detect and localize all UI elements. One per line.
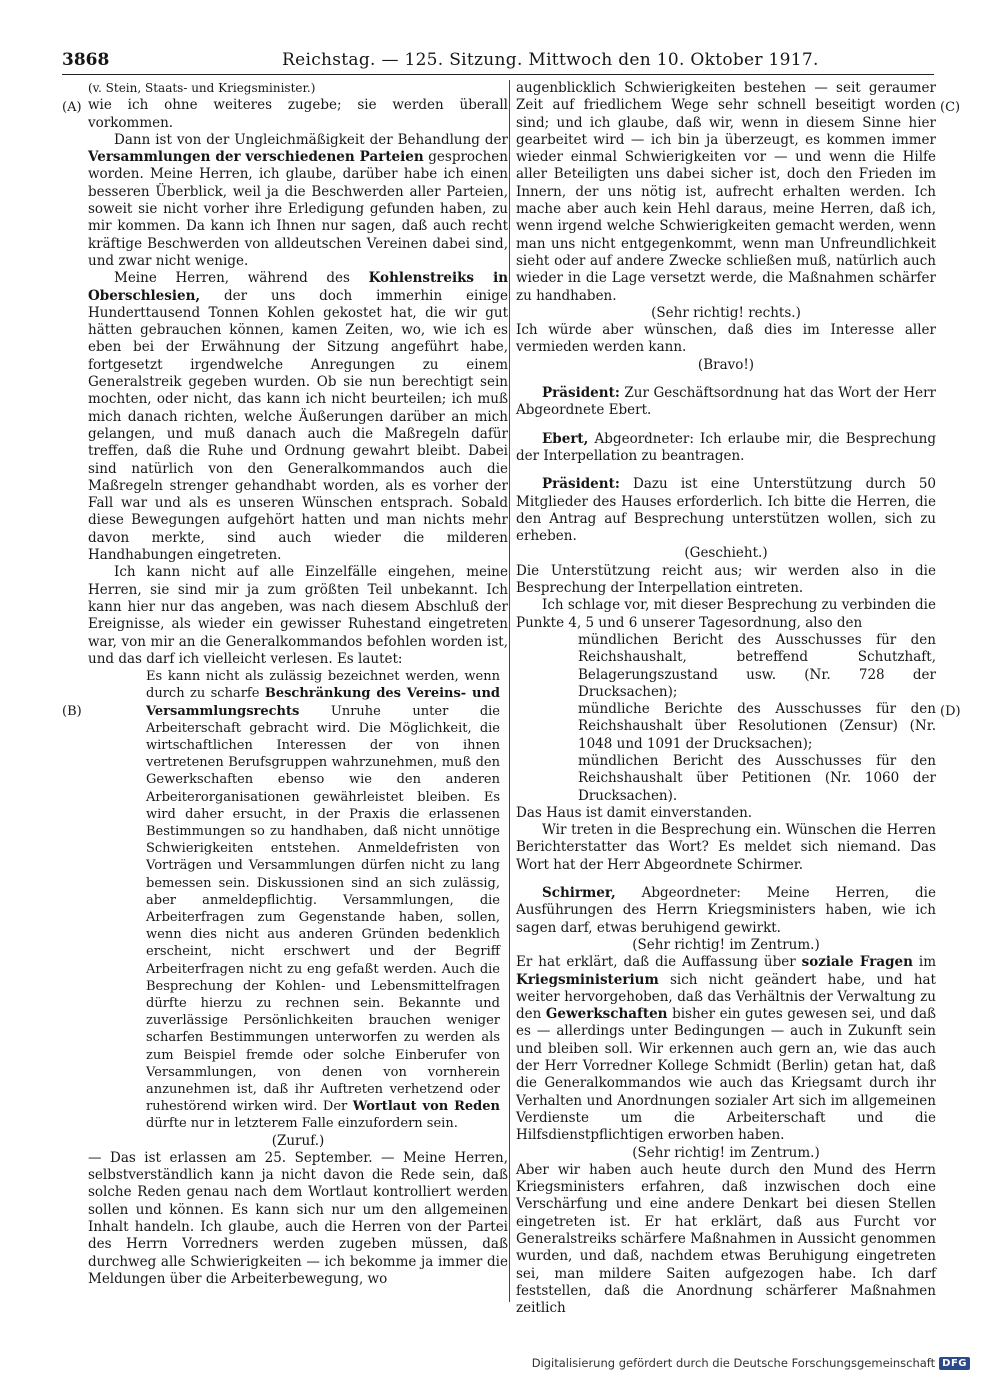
margin-letter-b: (B): [62, 704, 82, 719]
page-number: 3868: [62, 50, 110, 70]
interjection: (Bravo!): [697, 356, 755, 373]
agenda-item: mündlichen Bericht des Ausschusses für den Reichshaushalt über Petitionen (Nr. 1060 der Drucksachen).: [578, 752, 936, 804]
interjection: (Geschieht.): [684, 545, 768, 562]
margin-letter-d: (D): [940, 704, 961, 719]
paragraph: augenblicklich Schwierigkeiten bestehen — seit geraumer Zeit auf friedlichem Wege sehr schnell beseitigt worden sind; und ich glaube, daß wir, wenn in diesem Sinne hier gearbeitet wird — ich bin ja überzeugt, es kommen immer wieder einmal Schwierigkeiten vor — und wenn die Hilfe aller Beteiligten uns dabei sicher ist, doch den Frieden im Innern, der uns nötig ist, aufrecht erhalten werden. Ich mache aber auch kein Hehl daraus, meine Herren, daß ich, wenn irgend welche Schwierigkeiten gemacht werden, wenn man uns nicht entgegenkommt, wenn man Unfreundlichkeit sieht oder auf andere Zwecke schließen muß, natürlich auch wieder in die Lage versetzt werde, die Maßnahmen schärfer zu handhaben.: [516, 80, 936, 304]
paragraph: wie ich ohne weiteres zugebe; sie werden überall vorkommen.: [88, 97, 508, 131]
paragraph: — Das ist erlassen am 25. September. — Meine Herren, selbstverständlich kann ja nicht davon die Rede sein, daß solche Reden genau nach dem Wortlaut kontrolliert werden sollen und können. Es kann sich nur um den allgemeinen Inhalt handeln. Ich glaube, auch die Herren von der Partei des Herrn Vorredners werden zugeben müssen, daß durchweg alle Schwierigkeiten — ich bekomme ja immer die Meldungen über die Arbeiterbewegung, wo: [88, 1149, 508, 1287]
interjection: (Zuruf.): [271, 1132, 325, 1149]
agenda-item: mündlichen Bericht des Ausschusses für den Reichshaushalt, betreffend Schutzhaft, Belagerungszustand usw. (Nr. 728 der Drucksachen);: [578, 631, 936, 700]
paragraph: Ich würde aber wünschen, daß dies im Interesse aller vermieden werden kann.: [516, 322, 936, 356]
left-column: [88, 80, 508, 1288]
footer-credit: Digitalisierung gefördert durch die Deutsche Forschungsgemeinschaft: [531, 1356, 936, 1370]
paragraph: Ich kann nicht auf alle Einzelfälle eingehen, meine Herren, sie sind mir ja zum größten Teil unbekannt. Ich kann hier nur das angeben, was nach diesem Abschluß der Ereignisse, als wieder ein gewisser Ruhestand eingetreten war, von mir an die Generalkommandos befohlen worden ist, und das darf ich vielleicht verlesen. Es lautet:: [88, 564, 508, 667]
quoted-order: Es kann nicht als zulässig bezeichnet werden, wenn durch zu scharfe Beschränkung des Vereins- und Versammlungsrechts Unruhe unter die Arbeiterschaft gebracht wird. Die Möglichkeit, die wirtschaftlichen Interessen der von ihnen vertretenen Berufsgruppen wahrzunehmen, muß den Gewerkschaften ebenso wie den anderen Arbeiterorganisationen gewährleistet bleiben. Es wird daher ersucht, in der Praxis die erlassenen Bestimmungen so zu handhaben, daß nicht unnötige Schwierigkeiten entstehen. Anmeldefristen von Vorträgen und Versammlungen dürfen nicht zu lang bemessen sein. Diskussionen sind an sich zulässig, aber anmeldepflichtig. Versammlungen, die Arbeiterfragen zum Gegenstande haben, sollen, wenn dies nicht aus anderen Gründen bedenklich erscheint, nicht erschwert und der Begriff Arbeiterfragen nicht zu eng gefaßt werden. Auch die Besprechung der Kohlen- und Lebensmittelfragen dürfte hierzu zu rechnen sein. Bekannte und zuverlässige Persönlichkeiten brauchen weniger scharfen Bestimmungen unterworfen zu werden als zum Beispiel fremde oder solche Einberufer von Versammlungen, von denen von vornherein anzunehmen ist, daß ihr Auftreten verhetzend oder ruhestörend wirken wird. Der Wortlaut von Reden dürfte nur in letzterem Falle einzufordern sein.: [146, 669, 501, 1132]
paragraph: Ich schlage vor, mit dieser Besprechung zu verbinden die Punkte 4, 5 und 6 unserer Tagesordnung, also den: [516, 597, 936, 631]
speaker-name: Schirmer,: [542, 885, 616, 902]
page-header: [62, 50, 934, 75]
paragraph: Die Unterstützung reicht aus; wir werden also in die Besprechung der Interpellation eintreten.: [516, 562, 936, 597]
interjection: (Sehr richtig! im Zentrum.): [632, 936, 820, 953]
interjection: (Sehr richtig! im Zentrum.): [632, 1144, 820, 1161]
paragraph: Meine Herren, während des Kohlenstreiks in Oberschlesien, der uns doch immerhin einige Hunderttausend Tonnen Kohlen gekostet hat, die wir gut hätten gebrauchen können, kamen Zeiten, wo, wie ich es eben bei der Erwähnung der Sitzung angeführt habe, fortgesetzt irgendwelche Anregungen zu einem Generalstreik gegeben wurden. Ob sie nun berechtigt sein mochten, oder nicht, das kann ich nicht beurteilen; ich muß mich danach richten, welche Äußerungen darüber an mich gelangen, und muß danach auch die Maßregeln dafür treffen, daß die Ruhe und Ordnung gewahrt bleibt. Dabei sind natürlich von den Generalkommandos auch die Maßregeln strenger gehandhabt worden, als es vorher der Fall war und als es unseren Wünschen entsprach. Sobald diese Bewegungen aufgehört hatten und man nichts mehr davon merkte, sind auch wieder die milderen Handhabungen eingetreten.: [88, 270, 509, 564]
page-footer: [532, 1356, 970, 1370]
paragraph: Aber wir haben auch heute durch den Mund des Herrn Kriegsministers erfahren, daß inzwischen doch eine Verschärfung und eine andere Denkart bei diesen Stellen eingetreten ist. Er hat erklärt, daß aus Furcht vor Generalstreiks schärfere Maßnahmen in Aussicht genommen wurden, und daß, nachdem etwas Beruhigung eingetreten sei, man mildere Saiten aufgezogen habe. Ich darf feststellen, daß die Anordnung schärferer Maßnahmen zeitlich: [516, 1161, 936, 1317]
speaker-paragraph: Präsident: Dazu ist eine Unterstützung durch 50 Mitglieder des Hauses erforderlich. Ich bitte die Herren, die den Antrag auf Besprechung unterstützen wollen, sich zu erheben.: [516, 476, 937, 545]
speaker-paragraph: Schirmer, Abgeordneter: Meine Herren, die Ausführungen des Herrn Kriegsministers haben, wie ich sagen darf, etwas beruhigend gewirkt.: [516, 885, 936, 936]
speaker-name: Präsident:: [542, 385, 620, 402]
speaker-name: Präsident:: [542, 476, 620, 493]
margin-letter-a: (A): [62, 100, 82, 115]
running-title: Reichstag. — 125. Sitzung. Mittwoch den 10. Oktober 1917.: [282, 50, 819, 70]
dfg-logo-icon: DFG: [939, 1357, 970, 1370]
speaker-reference: (v. Stein, Staats- und Kriegsminister.): [88, 81, 316, 95]
paragraph: Wir treten in die Besprechung ein. Wünschen die Herren Berichterstatter das Wort? Es meldet sich niemand. Das Wort hat der Herr Abgeordnete Schirmer.: [516, 822, 936, 873]
paragraph: Dann ist von der Ungleichmäßigkeit der Behandlung der Versammlungen der verschiedenen Parteien gesprochen worden. Meine Herren, ich glaube, darüber habe ich einen besseren Überblick, weil ja die Beschwerden aller Parteien, soweit sie nicht vorher ihre Erledigung gefunden haben, zu mir kommen. Da kann ich Ihnen nur sagen, daß auch recht kräftige Beschwerden von alldeutschen Vereinen dabei sind, und zwar nicht wenige.: [88, 131, 508, 269]
speaker-paragraph: Präsident: Zur Geschäftsordnung hat das Wort der Herr Abgeordnete Ebert.: [516, 385, 936, 419]
interjection: (Sehr richtig! rechts.): [651, 304, 801, 321]
speaker-name: Ebert,: [542, 430, 589, 447]
agenda-item: mündliche Berichte des Ausschusses für den Reichshaushalt über Resolutionen (Zensur) (Nr. 1048 und 1091 der Drucksachen);: [578, 701, 936, 752]
paragraph: Er hat erklärt, daß die Auffassung über soziale Fragen im Kriegsministerium sich nicht geändert habe, und hat weiter hervorgehoben, daß das Verhältnis der Verwaltung zu den Gewerkschaften bisher ein gutes gewesen sei, und daß es — allerdings unter Bedingungen — auch in Zukunft sein und bleiben soll. Wir erkennen auch gern an, wie das auch der Herr Vorredner Kollege Schmidt (Berlin) getan hat, daß die Generalkommandos wie auch das Kriegsamt durch ihr Verhalten und Anordnungen sozialer Art sich im allgemeinen Verdienste um die Arbeiterschaft und die Hilfsdienstpflichtigen erworben haben.: [516, 954, 937, 1144]
paragraph: Das Haus ist damit einverstanden.: [516, 804, 753, 821]
margin-letter-c: (C): [940, 100, 961, 115]
right-column: [516, 80, 936, 1317]
column-divider: [509, 80, 510, 1302]
speaker-paragraph: Ebert, Abgeordneter: Ich erlaube mir, die Besprechung der Interpellation zu beantragen.: [516, 430, 936, 464]
